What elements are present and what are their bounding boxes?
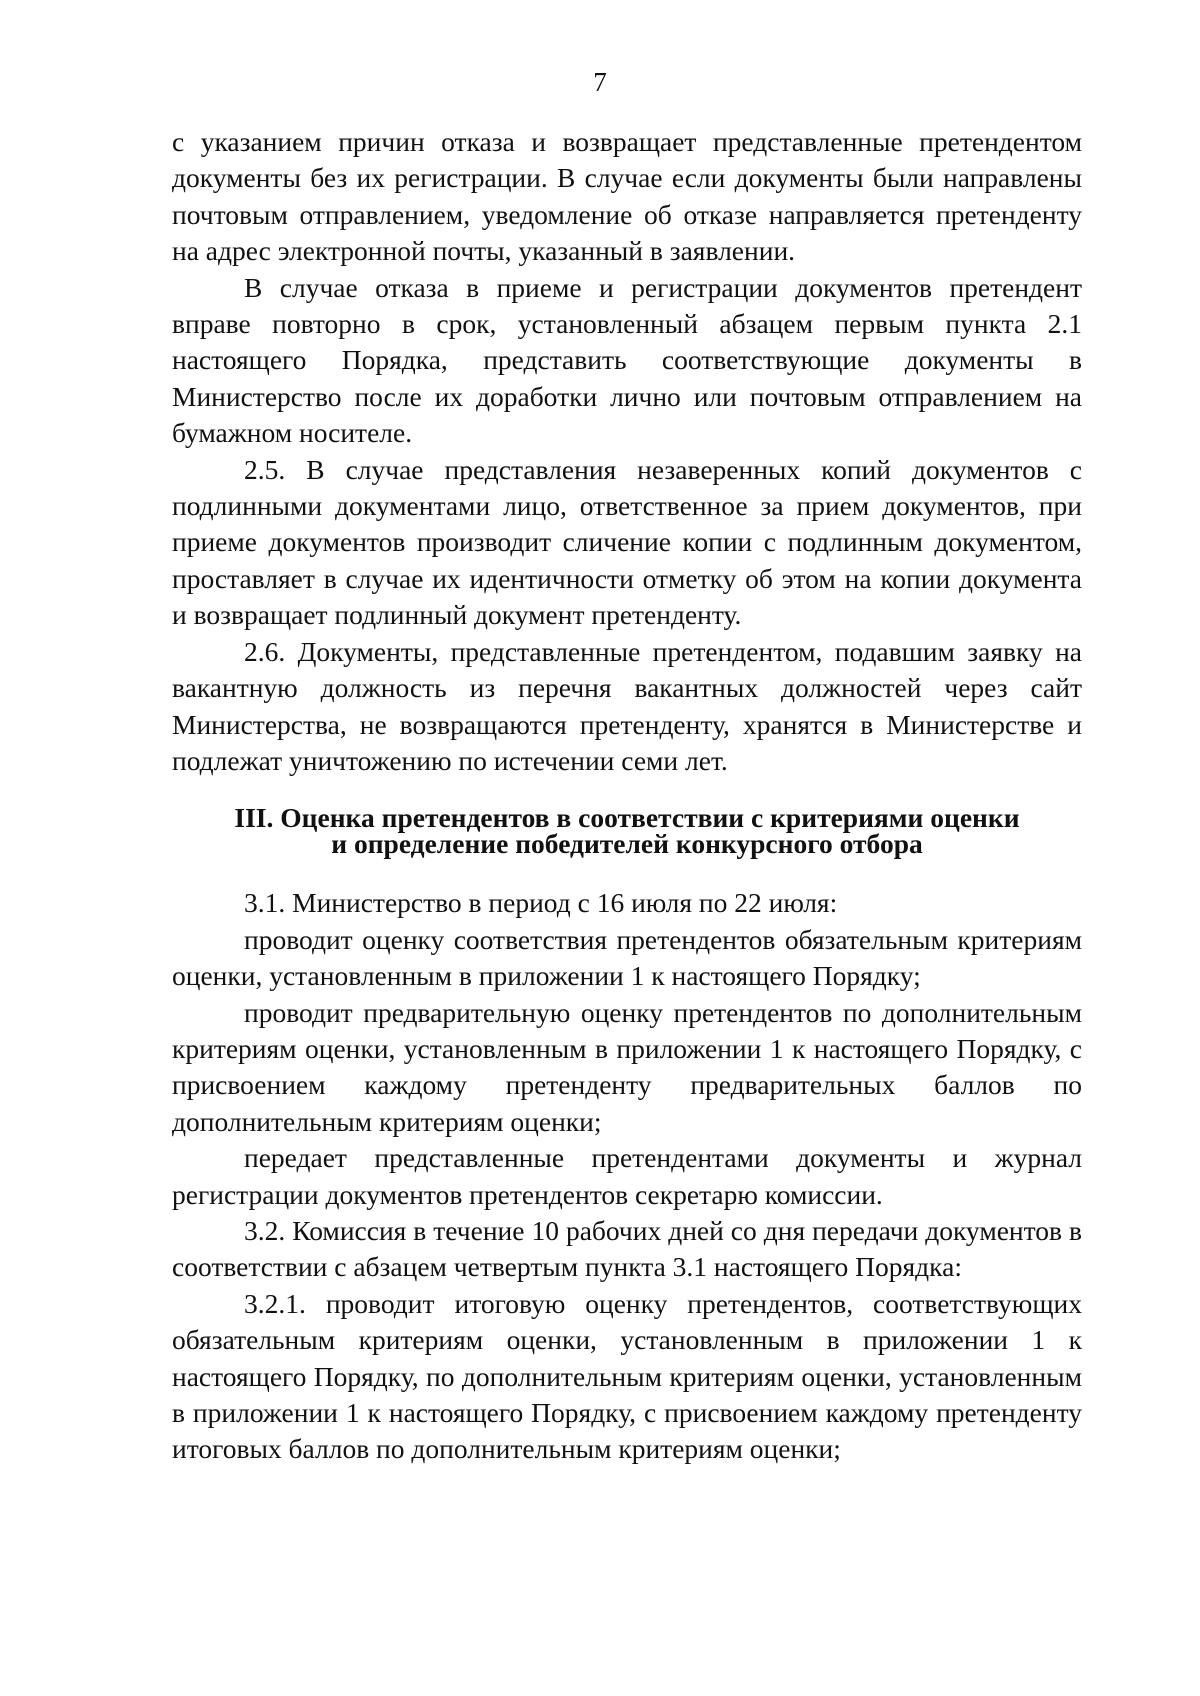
section-heading-line: и определение победителей конкурсного отбора [331,828,923,860]
section-heading [172,802,1082,860]
page-number: 7 [593,67,607,97]
section-heading-line: III. Оценка претендентов в соответствии с критериями оценки [234,802,1020,834]
paragraph: проводит оценку соответствия претендентов обязательным критериям оценки, установленным в приложении 1 к настоящего Порядку; [172,923,1082,992]
document-body [172,124,1082,1468]
paragraph: В случае отказа в приеме и регистрации документов претендент вправе повторно в срок, установленный абзацем первым пункта 2.1 настоящего Порядка, представить соответствующие документы в Министерство после их доработки лично или почтовым отправлением на бумажном носителе. [172,271,1082,449]
paragraph: 3.2.1. проводит итоговую оценку претендентов, соответствующих обязательным критериям оценки, установленным в приложении 1 к настоящего Порядку, по дополнительным критериям оценки, установленным в приложении 1 к настоящего Порядку, с присвоением каждому претенденту итоговых баллов по дополнительным критериям оценки; [172,1287,1082,1465]
paragraph: 3.2. Комиссия в течение 10 рабочих дней со дня передачи документов в соответствии с абзацем четвертым пункта 3.1 настоящего Порядка: [172,1214,1082,1283]
paragraph: проводит предварительную оценку претендентов по дополнительным критериям оценки, установленным в приложении 1 к настоящего Порядку, с присвоением каждому претенденту предварительных баллов по дополнительным критериям оценки; [172,996,1082,1137]
paragraph: передает представленные претендентами документы и журнал регистрации документов претендентов секретарю комиссии. [172,1142,1082,1210]
paragraph: 3.1. Министерство в период с 16 июля по 22 июля: [244,887,838,919]
paragraph: 2.5. В случае представления незаверенных копий документов с подлинными документами лицо, ответственное за прием документов, при приеме документов производит сличение копии с подлинным документом, проставляет в случае их идентичности отметку об этом на копии документа и возвращает подлинный документ претенденту. [172,453,1082,631]
paragraph: с указанием причин отказа и возвращает представленные претендентом документы без их регистрации. В случае если документы были направлены почтовым отправлением, уведомление об отказе направляется претенденту на адрес электронной почты, указанный в заявлении. [172,126,1082,267]
paragraph: 2.6. Документы, представленные претендентом, подавшим заявку на вакантную должность из перечня вакантных должностей через сайт Министерства, не возвращаются претенденту, хранятся в Министерстве и подлежат уничтожению по истечении семи лет. [172,635,1082,776]
